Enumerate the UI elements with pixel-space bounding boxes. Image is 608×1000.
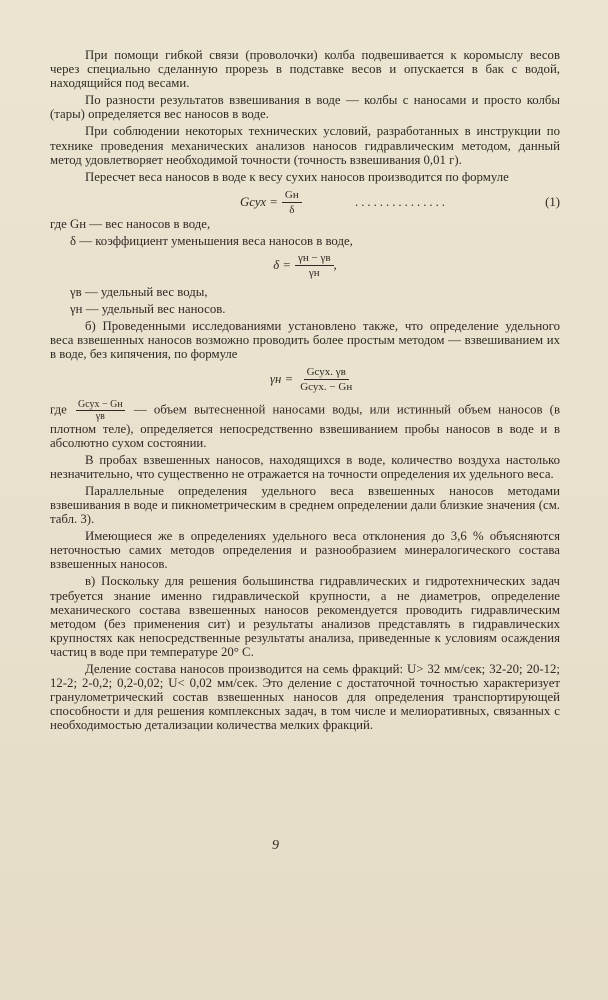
formula-1-leader-dots: ............... [355, 194, 448, 209]
paragraph: При соблюдении некоторых технических условий, разработанных в инструкции по технике проведения механических анализов наносов гидравлическим методом, данный метод удовлетворяет необходимой точности (точность взвешивания 0,01 г). [50, 124, 560, 167]
paragraph: б) Проведенными исследованиями установлено также, что определение удельного веса взвешенных наносов возможно проводить более простым методом — взвешиванием их в воде, без кипячения, по формуле [50, 319, 560, 362]
formula-2-numerator: γн − γв [295, 252, 334, 266]
inline-fraction-numerator: Gсух − Gн [77, 398, 123, 410]
formula-3-denominator: Gсух. − Gн [300, 380, 353, 393]
formula-1-lhs: Gсух = [240, 195, 278, 210]
paragraph: По разности результатов взвешивания в воде — колбы с наносами и просто колбы (тары) определяется вес наносов в воде. [50, 93, 560, 122]
definition-line: где Gн — вес наносов в воде, [50, 216, 211, 231]
formula-1 [50, 187, 560, 217]
formula-3 [50, 366, 560, 393]
definition-line: γн — удельный вес наносов. [70, 302, 226, 317]
formula-1-numerator: Gн [282, 189, 302, 203]
formula-1-fraction [282, 189, 302, 216]
formula-1-number: (1) [545, 194, 560, 209]
formula-2-lhs: δ = [273, 258, 292, 273]
paragraph: При помощи гибкой связи (проволочки) колба подвешивается к коромыслу весов через специально сделанную прорезь в подставке весов и опускается в бак с водой, находящийся под весами. [50, 48, 560, 91]
paragraph-suffix: — объем вытесненной наносами воды, или истинный объем наносов (в плотном теле), определяется непосредственно взвешиванием пробы наносов в воде и в абсолютно сухом состоянии. [50, 401, 560, 450]
formula-2-tail: , [333, 258, 337, 273]
formula-2-denominator: γн [308, 267, 320, 280]
paragraph [50, 399, 560, 450]
inline-fraction [76, 399, 125, 422]
definition-line: δ — коэффициент уменьшения веса наносов в воде, [70, 233, 353, 248]
paragraph: Параллельные определения удельного веса взвешенных наносов методами взвешивания в воде и пикнометрическим в среднем определении дали близкие значения (см. табл. 3). [50, 483, 560, 527]
inline-fraction-denominator: γв [95, 410, 105, 422]
paragraph: Пересчет веса наносов в воде к весу сухих наносов производится по формуле [85, 169, 509, 184]
paragraph: Имеющиеся же в определениях удельного веса отклонения до 3,6 % объясняются неточностью самих методов определения и разнообразием минералогического состава взвешенных наносов. [50, 529, 560, 572]
paragraph: Деление состава наносов производится на семь фракций: U> 32 мм/сек; 32-20; 20-12; 12-2; 2-0,2; 0,2-0,02; U< 0,02 мм/сек. Это деление с достаточной точностью характеризует гранулометрический состав взвешенных наносов для определения транспортирующей способности и для решения комплексных задач, в том числе и мелиоративных, связанных с необходимостью детализации количества мелких фракций. [50, 662, 560, 733]
formula-1-denominator: δ [289, 203, 295, 216]
formula-3-fraction [297, 366, 355, 393]
paragraph-prefix: где [50, 401, 67, 416]
definition-line: γв — удельный вес воды, [70, 285, 208, 300]
formula-2 [50, 252, 560, 279]
paragraph: в) Поскольку для решения большинства гидравлических и гидротехнических задач требуется знание именно гидравлической крупности, а не диаметров, определение механического состава взвешенных наносов рекомендуется проводить гидравлическим методом (без применения сит) и результаты анализов представлять в гидравлических крупностях как непосредственные результаты анализа, приведенные к условиям осаждения частиц в воде при температуре 20° С. [50, 574, 560, 659]
formula-2-fraction [295, 252, 334, 279]
page-body [50, 48, 560, 735]
formula-3-numerator: Gсух. γв [304, 366, 349, 380]
formula-3-lhs: γн = [270, 371, 294, 386]
page-number: 9 [272, 838, 279, 853]
paragraph: В пробах взвешенных наносов, находящихся в воде, количество воздуха настолько незначительно, что существенно не отражается на точности определения их удельного веса. [50, 452, 560, 481]
